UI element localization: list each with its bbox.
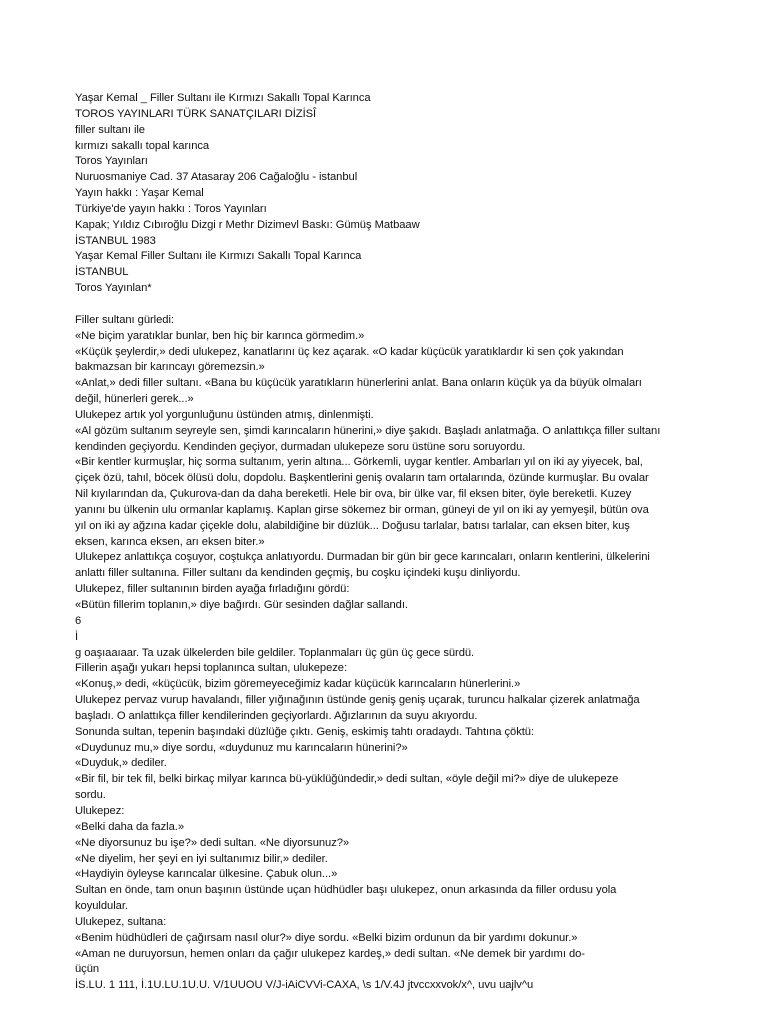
page-number: 6 [75,614,82,627]
body-line: koyuldular. [75,900,128,913]
title-line-1: filler sultanı ile [75,123,145,136]
body-line: bakmazsan bir karıncayı göremezsin.» [75,361,265,374]
front-matter [75,91,695,297]
body-line: çiçek özü, tahıl, böcek ölüsü dolu, dopdolu. Başkentlerini geniş ovaların tam ortalarında, özünde kurmuşlar. Bu ovalar [75,472,649,485]
stray-character-line: İ [75,630,79,643]
body-line: «Bütün fillerim toplanın,» diye bağırdı. Gür sesinden dağlar sallandı. [75,599,408,611]
copyright-line: Yayın hakkı : Yaşar Kemal [75,187,204,200]
body-line: Fillerin aşağı yukarı hepsi toplanınca sultan, ulukepeze: [75,662,348,675]
body-line: yıl on iki ay ağzına kadar çiçekle dolu, alabildiğine bir düzlük... Doğusu tarlalar, batısı tarlalar, can eksen biter, kuş [75,519,630,532]
body-line: «Bir fil, bir tek fil, belki birkaç milyar karınca bü-yüklüğündedir,» dedi sultan, «öyle değil mi?» diye de ulukepeze [75,773,619,786]
body-line: anlattı filler sultanına. Filler sultanı da kendinden geçmiş, bu coşku içindeki kuşu dinliyordu. [75,567,521,580]
title-line-2: kırmızı sakallı topal karınca [75,139,210,152]
body-line: sordu. [75,789,106,802]
body-line: «Aman ne duruyorsun, hemen onları da çağır ulukepez kardeş,» dedi sultan. «Ne demek bir yardımı do- [75,947,585,960]
body-line: «Küçük şeylerdir,» dedi ulukepez, kanatlarını üç kez açarak. «O kadar küçücük yaratıklardır ki sen çok yakından [75,345,624,358]
body-line: «Ne diyelim, her şeyi en iyi sultanımız bilir,» dediler. [75,852,328,865]
body-line: eksen, karınca eksen, arı eksen biter.» [75,535,265,548]
body-line: «Ne diyorsunuz bu işe?» dedi sultan. «Ne diyorsunuz?» [75,836,350,849]
publisher-repeat-line: Toros Yayınlan* [75,282,152,295]
body-line: Sultan en önde, tam onun başının üstünde uçan hüdhüdler başı ulukepez, onun arkasında da filler ordusu yola [75,884,617,897]
body-line: «Belki daha da fazla.» [75,820,184,833]
body-line: «Haydiyin öyleyse karıncalar ülkesine. Çabuk olun...» [75,868,338,881]
title-repeat-line: Yaşar Kemal Filler Sultanı ile Kırmızı Sakallı Topal Karınca [75,250,362,263]
city-line: İSTANBUL [75,266,129,279]
body-line: Ulukepez, filler sultanının birden ayağa fırladığını gördü: [75,583,350,596]
body-line: «Duyduk,» dediler. [75,757,167,770]
body-line: Ulukepez artık yol yorgunluğunu üstünden atmış, dinlenmişti. [75,408,374,421]
document-text [75,91,695,994]
body-line: «Benim hüdhüdleri de çağırsam nasıl olur?» diye sordu. «Belki bizim ordunun da bir yardımı dokunur.» [75,931,578,944]
body-line: Ulukepez anlattıkça coşuyor, coştukça anlatıyordu. Durmadan bir gün bir gece karıncaları, onların kentlerini, ülkelerini [75,551,650,564]
body-line: g oaşıaaıaar. Ta uzak ülkelerden bile geldiler. Toplanmaları üç gün üç gece sürdü. [75,646,475,659]
ocr-noise-line: İS.LU. 1 111, İ.1U.LU.1U.U. V/1UUOU V/J-iAiCVVi-CAXA, \s 1/V.4J jtvccxxvok/x^, uvu uajlv^u [75,979,534,992]
body-line: «Konuş,» dedi, «küçücük, bizim göremeyeceğimiz kadar küçücük karıncaların hünerlerini.» [75,678,521,691]
story-body [75,313,695,994]
body-line: yanını bu ülkenin ulu ormanlar kaplamış. Kaplan girse sökemez bir orman, güneyi de yıl on iki ay yemyeşil, bütün ova [75,503,649,516]
body-line: «Ne biçim yaratıklar bunlar, ben hiç bir karınca görmedim.» [75,329,365,342]
body-line: Ulukepez: [75,804,125,817]
body-line: Ulukepez, sultana: [75,915,167,928]
body-line: üçün [75,963,100,976]
section-spacer [75,297,695,313]
city-year-line: İSTANBUL 1983 [75,234,156,247]
body-line: kendinden geçiyordu. Kendinden geçiyor, durmadan ulukepeze soru üstüne soru soruyordu. [75,440,526,453]
book-title-line: Yaşar Kemal _ Filler Sultanı ile Kırmızı Sakallı Topal Karınca [75,92,371,104]
series-line: TOROS YAYINLARI TÜRK SANATÇILARI DİZİSÎ [75,107,317,120]
address-line: Nuruosmaniye Cad. 37 Atasaray 206 Cağaloğlu - istanbul [75,171,358,184]
body-line: Ulukepez pervaz vurup havalandı, filler yığınağının üstünde geniş geniş uçarak, turuncu halkalar çizerek anlatmağa [75,694,640,707]
publisher-line: Toros Yayınları [75,155,148,168]
body-line: Filler sultanı gürledi: [75,313,174,326]
body-line: «Bir kentler kurmuşlar, hiç sorma sultanım, yerin altına... Görkemli, uygar kentler. Ambarları yıl on iki ay yiyecek, bal, [75,456,643,469]
body-line: «Al gözüm sultanım seyreyle sen, şimdi karıncaların hünerini,» diye şakıdı. Başladı anlatmağa. O anlattıkça filler sultanı [75,424,661,437]
body-line: «Anlat,» dedi filler sultanı. «Bana bu küçücük yaratıkların hünerlerini anlat. Bana onların küçük ya da büyük olmaları [75,377,642,390]
body-line: «Duydunuz mu,» diye sordu, «duydunuz mu karıncaların hünerini?» [75,741,408,754]
turkey-rights-line: Türkiye'de yayın hakkı : Toros Yayınları [75,202,267,215]
credits-line: Kapak; Yıldız Cıbıroğlu Dizgi r Methr Dizimevl Baskı: Gümüş Matbaaw [75,218,420,231]
body-line: değil, hünerleri gerek...» [75,393,194,406]
body-line: Nil kıyılarından da, Çukurova-dan da daha bereketli. Hele bir ova, bir ülke var, fil eksen biter, öyle bereketli. Kuzey [75,488,632,501]
body-line: Sonunda sultan, tepenin başındaki düzlüğe çıktı. Geniş, eskimiş tahtı oradaydı. Tahtına çöktü: [75,725,535,738]
body-line: başladı. O anlattıkça filler kendilerinden geçiyorlardı. Ağızlarının da suyu akıyordu. [75,709,478,722]
